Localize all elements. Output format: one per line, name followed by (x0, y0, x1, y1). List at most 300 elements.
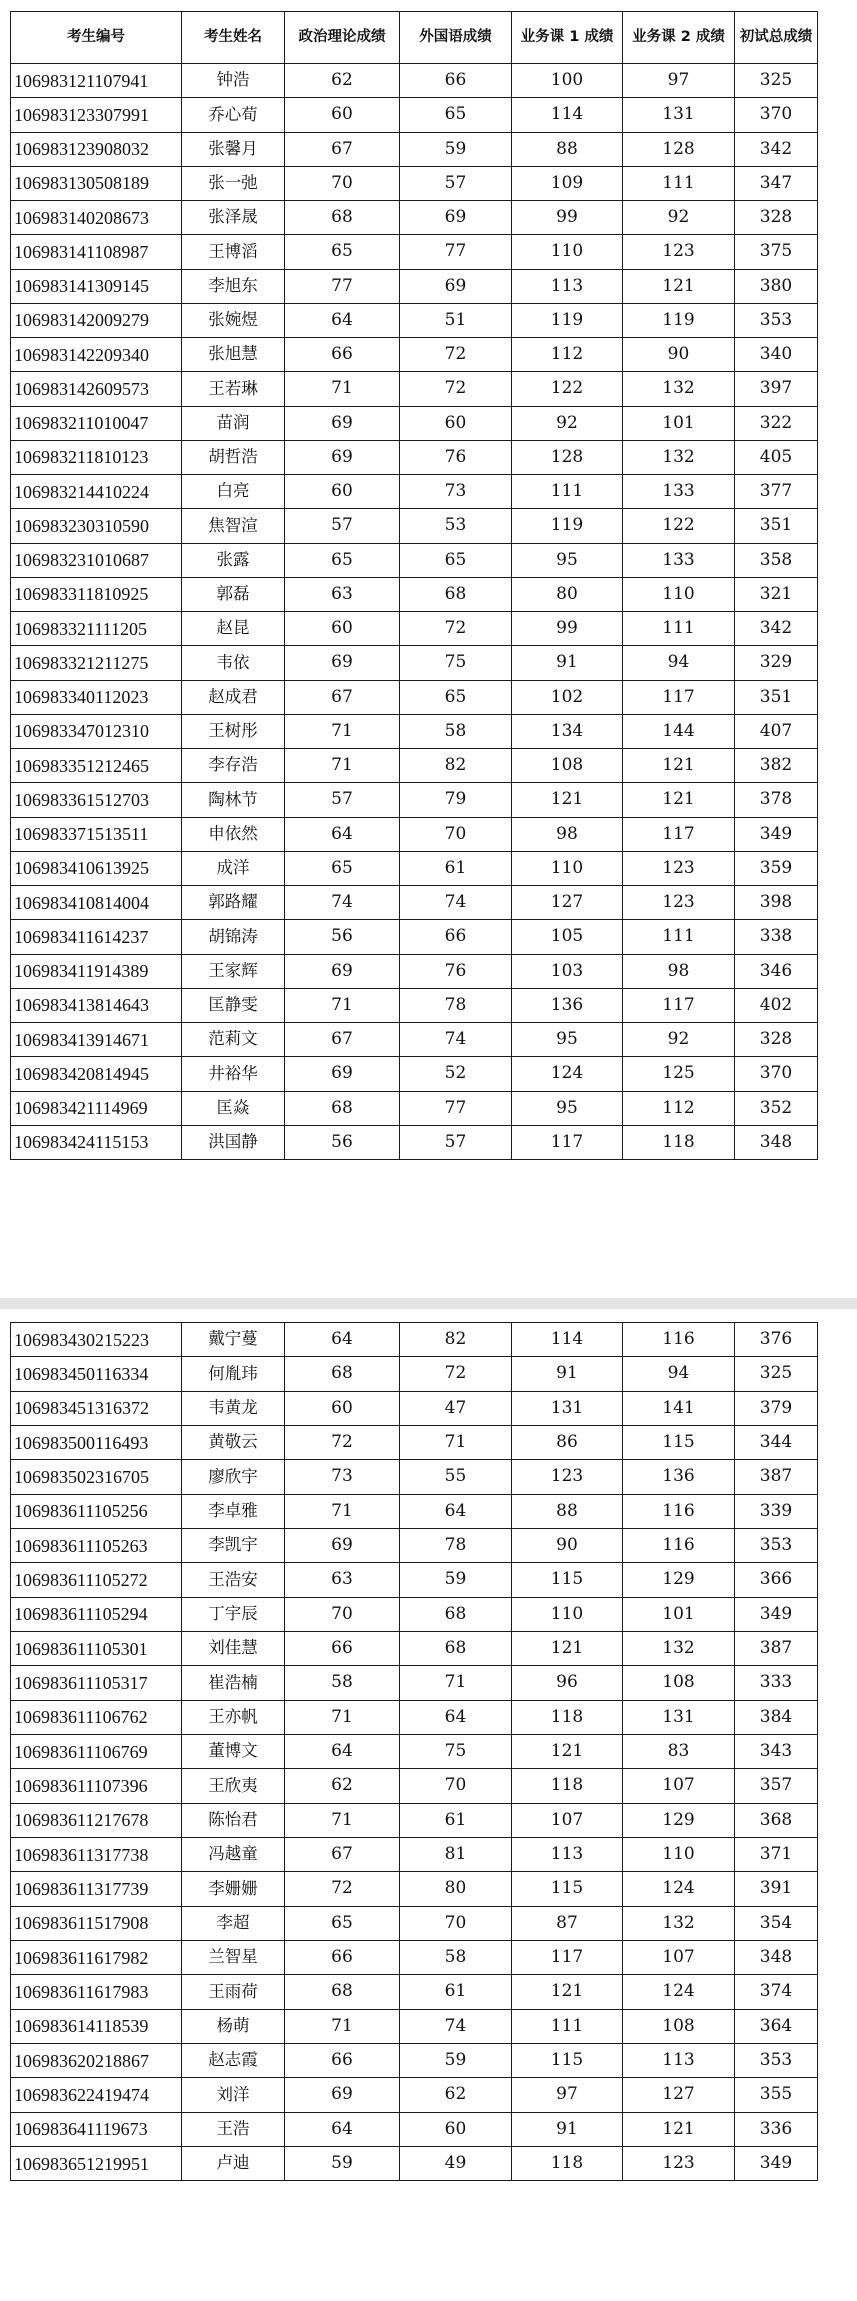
cell-candidate-id: 106983211810123 (11, 440, 182, 474)
cell-foreign-language-score: 78 (400, 1528, 512, 1562)
cell-politics-score: 63 (285, 577, 400, 611)
cell-foreign-language-score: 64 (400, 1700, 512, 1734)
cell-subject-2-score: 121 (623, 783, 735, 817)
cell-candidate-id: 106983611107396 (11, 1769, 182, 1803)
cell-politics-score: 59 (285, 2146, 400, 2180)
cell-subject-2-score: 92 (623, 201, 735, 235)
cell-total-score: 340 (735, 338, 818, 372)
cell-candidate-id: 106983123307991 (11, 98, 182, 132)
table-row (11, 166, 818, 200)
table-row (11, 64, 818, 98)
cell-candidate-id: 106983214410224 (11, 475, 182, 509)
table-row (11, 475, 818, 509)
cell-subject-2-score: 132 (623, 440, 735, 474)
cell-politics-score: 65 (285, 543, 400, 577)
table-row (11, 749, 818, 783)
cell-total-score: 370 (735, 1057, 818, 1091)
cell-foreign-language-score: 75 (400, 1734, 512, 1768)
cell-total-score: 336 (735, 2112, 818, 2146)
cell-candidate-name: 李存浩 (182, 749, 285, 783)
cell-subject-1-score: 121 (512, 1734, 623, 1768)
cell-candidate-id: 106983141309145 (11, 269, 182, 303)
cell-politics-score: 71 (285, 1700, 400, 1734)
cell-subject-1-score: 119 (512, 303, 623, 337)
cell-subject-2-score: 129 (623, 1563, 735, 1597)
header-total-score: 初试总成绩 (735, 12, 818, 64)
cell-subject-2-score: 132 (623, 1906, 735, 1940)
cell-total-score: 349 (735, 2146, 818, 2180)
cell-subject-1-score: 95 (512, 1023, 623, 1057)
cell-subject-2-score: 94 (623, 646, 735, 680)
cell-subject-2-score: 123 (623, 235, 735, 269)
cell-foreign-language-score: 76 (400, 440, 512, 474)
cell-total-score: 355 (735, 2078, 818, 2112)
cell-subject-2-score: 111 (623, 612, 735, 646)
cell-foreign-language-score: 81 (400, 1837, 512, 1871)
cell-candidate-name: 李超 (182, 1906, 285, 1940)
table-row (11, 1563, 818, 1597)
cell-candidate-name: 王家辉 (182, 954, 285, 988)
cell-total-score: 329 (735, 646, 818, 680)
cell-candidate-id: 106983340112023 (11, 680, 182, 714)
cell-subject-1-score: 121 (512, 1975, 623, 2009)
cell-subject-2-score: 108 (623, 1666, 735, 1700)
cell-total-score: 321 (735, 577, 818, 611)
cell-candidate-name: 张旭慧 (182, 338, 285, 372)
cell-subject-2-score: 136 (623, 1460, 735, 1494)
cell-candidate-id: 106983424115153 (11, 1125, 182, 1159)
cell-foreign-language-score: 59 (400, 132, 512, 166)
cell-politics-score: 71 (285, 749, 400, 783)
table-row (11, 1425, 818, 1459)
cell-candidate-id: 106983641119673 (11, 2112, 182, 2146)
cell-subject-1-score: 121 (512, 783, 623, 817)
cell-politics-score: 62 (285, 64, 400, 98)
cell-foreign-language-score: 61 (400, 1803, 512, 1837)
cell-candidate-id: 106983361512703 (11, 783, 182, 817)
cell-politics-score: 67 (285, 1023, 400, 1057)
table-row (11, 1906, 818, 1940)
cell-candidate-id: 106983611617982 (11, 1940, 182, 1974)
cell-candidate-id: 106983420814945 (11, 1057, 182, 1091)
cell-subject-1-score: 115 (512, 1563, 623, 1597)
cell-subject-2-score: 117 (623, 988, 735, 1022)
cell-candidate-id: 106983611105263 (11, 1528, 182, 1562)
cell-total-score: 354 (735, 1906, 818, 1940)
cell-candidate-name: 卢迪 (182, 2146, 285, 2180)
cell-politics-score: 64 (285, 1323, 400, 1357)
cell-politics-score: 69 (285, 1528, 400, 1562)
cell-politics-score: 60 (285, 1391, 400, 1425)
table-row (11, 1803, 818, 1837)
cell-subject-1-score: 103 (512, 954, 623, 988)
cell-politics-score: 67 (285, 1837, 400, 1871)
cell-subject-2-score: 92 (623, 1023, 735, 1057)
cell-total-score: 384 (735, 1700, 818, 1734)
cell-subject-2-score: 101 (623, 1597, 735, 1631)
cell-politics-score: 68 (285, 201, 400, 235)
cell-candidate-name: 韦黄龙 (182, 1391, 285, 1425)
table-row (11, 920, 818, 954)
cell-subject-1-score: 123 (512, 1460, 623, 1494)
cell-candidate-name: 李凯宇 (182, 1528, 285, 1562)
cell-foreign-language-score: 65 (400, 543, 512, 577)
cell-candidate-name: 郭路耀 (182, 886, 285, 920)
cell-total-score: 342 (735, 612, 818, 646)
cell-subject-1-score: 95 (512, 543, 623, 577)
cell-candidate-id: 106983351212465 (11, 749, 182, 783)
cell-subject-1-score: 113 (512, 1837, 623, 1871)
cell-subject-2-score: 116 (623, 1323, 735, 1357)
cell-politics-score: 66 (285, 338, 400, 372)
cell-candidate-id: 106983611217678 (11, 1803, 182, 1837)
cell-subject-1-score: 88 (512, 132, 623, 166)
table-row (11, 817, 818, 851)
cell-subject-2-score: 115 (623, 1425, 735, 1459)
cell-total-score: 346 (735, 954, 818, 988)
cell-total-score: 325 (735, 64, 818, 98)
cell-candidate-name: 李卓雅 (182, 1494, 285, 1528)
cell-total-score: 379 (735, 1391, 818, 1425)
cell-subject-2-score: 144 (623, 714, 735, 748)
cell-candidate-id: 106983413814643 (11, 988, 182, 1022)
header-candidate-name: 考生姓名 (182, 12, 285, 64)
cell-politics-score: 64 (285, 1734, 400, 1768)
cell-candidate-id: 106983123908032 (11, 132, 182, 166)
cell-total-score: 325 (735, 1357, 818, 1391)
table-row (11, 1125, 818, 1159)
table-row (11, 1700, 818, 1734)
cell-foreign-language-score: 71 (400, 1425, 512, 1459)
cell-candidate-id: 106983651219951 (11, 2146, 182, 2180)
cell-subject-1-score: 115 (512, 2043, 623, 2077)
cell-subject-2-score: 119 (623, 303, 735, 337)
cell-candidate-name: 杨萌 (182, 2009, 285, 2043)
cell-candidate-name: 匡焱 (182, 1091, 285, 1125)
cell-politics-score: 72 (285, 1425, 400, 1459)
cell-total-score: 370 (735, 98, 818, 132)
table-row (11, 886, 818, 920)
cell-total-score: 342 (735, 132, 818, 166)
cell-subject-2-score: 122 (623, 509, 735, 543)
cell-subject-1-score: 95 (512, 1091, 623, 1125)
cell-politics-score: 65 (285, 1906, 400, 1940)
cell-candidate-id: 106983611105301 (11, 1631, 182, 1665)
table-row (11, 2146, 818, 2180)
cell-candidate-name: 丁宇辰 (182, 1597, 285, 1631)
cell-candidate-id: 106983611105272 (11, 1563, 182, 1597)
cell-politics-score: 65 (285, 851, 400, 885)
cell-subject-1-score: 124 (512, 1057, 623, 1091)
cell-subject-1-score: 117 (512, 1940, 623, 1974)
cell-foreign-language-score: 49 (400, 2146, 512, 2180)
cell-subject-1-score: 118 (512, 1769, 623, 1803)
cell-total-score: 359 (735, 851, 818, 885)
cell-subject-1-score: 121 (512, 1631, 623, 1665)
cell-candidate-id: 106983413914671 (11, 1023, 182, 1057)
table-header-row (11, 12, 818, 64)
cell-subject-1-score: 96 (512, 1666, 623, 1700)
table-row (11, 1494, 818, 1528)
cell-candidate-id: 106983140208673 (11, 201, 182, 235)
table-row (11, 612, 818, 646)
cell-subject-2-score: 118 (623, 1125, 735, 1159)
cell-foreign-language-score: 47 (400, 1391, 512, 1425)
table-row (11, 269, 818, 303)
cell-subject-2-score: 117 (623, 817, 735, 851)
cell-politics-score: 63 (285, 1563, 400, 1597)
cell-subject-1-score: 114 (512, 98, 623, 132)
cell-politics-score: 67 (285, 132, 400, 166)
cell-foreign-language-score: 71 (400, 1666, 512, 1700)
cell-foreign-language-score: 82 (400, 1323, 512, 1357)
cell-total-score: 349 (735, 817, 818, 851)
cell-total-score: 387 (735, 1631, 818, 1665)
scores-table-page-2 (10, 1322, 818, 2181)
cell-candidate-name: 申依然 (182, 817, 285, 851)
cell-candidate-id: 106983311810925 (11, 577, 182, 611)
cell-politics-score: 64 (285, 303, 400, 337)
table-row (11, 1597, 818, 1631)
table-row (11, 543, 818, 577)
cell-foreign-language-score: 77 (400, 235, 512, 269)
table-row (11, 132, 818, 166)
cell-subject-1-score: 91 (512, 2112, 623, 2146)
table-row (11, 1057, 818, 1091)
cell-politics-score: 60 (285, 612, 400, 646)
cell-candidate-id: 106983611105256 (11, 1494, 182, 1528)
cell-candidate-id: 106983430215223 (11, 1323, 182, 1357)
cell-foreign-language-score: 70 (400, 817, 512, 851)
cell-candidate-id: 106983231010687 (11, 543, 182, 577)
cell-subject-2-score: 123 (623, 2146, 735, 2180)
cell-subject-1-score: 102 (512, 680, 623, 714)
table-row (11, 509, 818, 543)
cell-foreign-language-score: 72 (400, 372, 512, 406)
cell-politics-score: 69 (285, 646, 400, 680)
cell-subject-2-score: 98 (623, 954, 735, 988)
cell-candidate-name: 王雨荷 (182, 1975, 285, 2009)
cell-foreign-language-score: 74 (400, 886, 512, 920)
cell-candidate-name: 张露 (182, 543, 285, 577)
cell-candidate-id: 106983614118539 (11, 2009, 182, 2043)
table-row (11, 1631, 818, 1665)
cell-subject-2-score: 111 (623, 166, 735, 200)
cell-total-score: 328 (735, 1023, 818, 1057)
cell-politics-score: 64 (285, 817, 400, 851)
table-row (11, 98, 818, 132)
cell-subject-1-score: 110 (512, 235, 623, 269)
cell-foreign-language-score: 58 (400, 1940, 512, 1974)
cell-candidate-name: 李姗姗 (182, 1872, 285, 1906)
cell-foreign-language-score: 74 (400, 1023, 512, 1057)
cell-foreign-language-score: 59 (400, 1563, 512, 1597)
cell-subject-2-score: 101 (623, 406, 735, 440)
cell-total-score: 368 (735, 1803, 818, 1837)
cell-foreign-language-score: 68 (400, 1631, 512, 1665)
table-row (11, 1391, 818, 1425)
cell-total-score: 333 (735, 1666, 818, 1700)
cell-candidate-name: 焦智渲 (182, 509, 285, 543)
header-candidate-id: 考生编号 (11, 12, 182, 64)
cell-politics-score: 62 (285, 1769, 400, 1803)
cell-foreign-language-score: 53 (400, 509, 512, 543)
cell-total-score: 364 (735, 2009, 818, 2043)
table-row (11, 1769, 818, 1803)
cell-candidate-id: 106983620218867 (11, 2043, 182, 2077)
cell-candidate-id: 106983451316372 (11, 1391, 182, 1425)
cell-subject-2-score: 117 (623, 680, 735, 714)
cell-foreign-language-score: 66 (400, 920, 512, 954)
table-row (11, 2009, 818, 2043)
cell-foreign-language-score: 73 (400, 475, 512, 509)
cell-politics-score: 74 (285, 886, 400, 920)
cell-total-score: 405 (735, 440, 818, 474)
cell-foreign-language-score: 72 (400, 612, 512, 646)
cell-politics-score: 68 (285, 1357, 400, 1391)
cell-candidate-id: 106983611617983 (11, 1975, 182, 2009)
cell-subject-1-score: 99 (512, 612, 623, 646)
cell-politics-score: 58 (285, 1666, 400, 1700)
cell-total-score: 375 (735, 235, 818, 269)
cell-subject-2-score: 124 (623, 1872, 735, 1906)
cell-total-score: 358 (735, 543, 818, 577)
cell-politics-score: 69 (285, 440, 400, 474)
cell-candidate-name: 王浩安 (182, 1563, 285, 1597)
cell-subject-1-score: 127 (512, 886, 623, 920)
cell-politics-score: 73 (285, 1460, 400, 1494)
cell-subject-2-score: 110 (623, 577, 735, 611)
cell-politics-score: 65 (285, 235, 400, 269)
table-row (11, 1460, 818, 1494)
cell-foreign-language-score: 76 (400, 954, 512, 988)
cell-candidate-name: 洪国静 (182, 1125, 285, 1159)
cell-foreign-language-score: 59 (400, 2043, 512, 2077)
cell-politics-score: 60 (285, 98, 400, 132)
cell-subject-2-score: 127 (623, 2078, 735, 2112)
cell-total-score: 382 (735, 749, 818, 783)
cell-candidate-id: 106983611317739 (11, 1872, 182, 1906)
cell-subject-1-score: 122 (512, 372, 623, 406)
cell-politics-score: 66 (285, 1940, 400, 1974)
cell-subject-1-score: 128 (512, 440, 623, 474)
cell-candidate-name: 黄敬云 (182, 1425, 285, 1459)
table-row (11, 1091, 818, 1125)
cell-subject-2-score: 110 (623, 1837, 735, 1871)
cell-politics-score: 71 (285, 714, 400, 748)
cell-total-score: 380 (735, 269, 818, 303)
cell-politics-score: 60 (285, 475, 400, 509)
cell-foreign-language-score: 61 (400, 851, 512, 885)
table-row (11, 851, 818, 885)
cell-subject-1-score: 117 (512, 1125, 623, 1159)
cell-foreign-language-score: 69 (400, 201, 512, 235)
cell-total-score: 387 (735, 1460, 818, 1494)
cell-candidate-id: 106983611105317 (11, 1666, 182, 1700)
cell-candidate-name: 王树彤 (182, 714, 285, 748)
cell-foreign-language-score: 78 (400, 988, 512, 1022)
cell-total-score: 391 (735, 1872, 818, 1906)
cell-subject-1-score: 109 (512, 166, 623, 200)
table-row (11, 201, 818, 235)
cell-total-score: 322 (735, 406, 818, 440)
cell-candidate-name: 赵成君 (182, 680, 285, 714)
cell-subject-1-score: 92 (512, 406, 623, 440)
cell-foreign-language-score: 80 (400, 1872, 512, 1906)
cell-candidate-name: 张馨月 (182, 132, 285, 166)
header-subject-1-score: 业务课 1 成绩 (512, 12, 623, 64)
cell-candidate-name: 成洋 (182, 851, 285, 885)
cell-politics-score: 57 (285, 783, 400, 817)
cell-total-score: 348 (735, 1940, 818, 1974)
cell-subject-2-score: 97 (623, 64, 735, 98)
cell-candidate-name: 崔浩楠 (182, 1666, 285, 1700)
cell-politics-score: 57 (285, 509, 400, 543)
cell-foreign-language-score: 65 (400, 98, 512, 132)
cell-foreign-language-score: 62 (400, 2078, 512, 2112)
cell-subject-1-score: 105 (512, 920, 623, 954)
cell-subject-2-score: 112 (623, 1091, 735, 1125)
cell-total-score: 407 (735, 714, 818, 748)
cell-subject-1-score: 86 (512, 1425, 623, 1459)
cell-total-score: 344 (735, 1425, 818, 1459)
cell-foreign-language-score: 65 (400, 680, 512, 714)
cell-candidate-id: 106983611106769 (11, 1734, 182, 1768)
cell-total-score: 347 (735, 166, 818, 200)
cell-subject-2-score: 121 (623, 2112, 735, 2146)
cell-total-score: 339 (735, 1494, 818, 1528)
cell-total-score: 366 (735, 1563, 818, 1597)
header-foreign-language-score: 外国语成绩 (400, 12, 512, 64)
cell-candidate-id: 106983321211275 (11, 646, 182, 680)
cell-candidate-id: 106983142209340 (11, 338, 182, 372)
cell-politics-score: 71 (285, 2009, 400, 2043)
cell-candidate-id: 106983371513511 (11, 817, 182, 851)
cell-candidate-id: 106983611317738 (11, 1837, 182, 1871)
cell-subject-2-score: 141 (623, 1391, 735, 1425)
cell-candidate-name: 张泽晟 (182, 201, 285, 235)
cell-subject-2-score: 90 (623, 338, 735, 372)
cell-subject-1-score: 134 (512, 714, 623, 748)
cell-candidate-name: 王博滔 (182, 235, 285, 269)
cell-foreign-language-score: 68 (400, 1597, 512, 1631)
cell-candidate-name: 王亦帆 (182, 1700, 285, 1734)
table-row (11, 577, 818, 611)
table-row (11, 2078, 818, 2112)
cell-candidate-id: 106983502316705 (11, 1460, 182, 1494)
cell-total-score: 402 (735, 988, 818, 1022)
table-row (11, 1872, 818, 1906)
cell-foreign-language-score: 70 (400, 1906, 512, 1940)
document-page-2 (0, 1309, 857, 2301)
cell-total-score: 374 (735, 1975, 818, 2009)
cell-politics-score: 77 (285, 269, 400, 303)
cell-candidate-name: 董博文 (182, 1734, 285, 1768)
cell-foreign-language-score: 79 (400, 783, 512, 817)
cell-subject-2-score: 116 (623, 1528, 735, 1562)
cell-politics-score: 68 (285, 1091, 400, 1125)
table-row (11, 680, 818, 714)
cell-politics-score: 66 (285, 1631, 400, 1665)
cell-candidate-id: 106983622419474 (11, 2078, 182, 2112)
cell-foreign-language-score: 74 (400, 2009, 512, 2043)
cell-foreign-language-score: 69 (400, 269, 512, 303)
cell-subject-1-score: 112 (512, 338, 623, 372)
cell-total-score: 351 (735, 680, 818, 714)
table-row (11, 646, 818, 680)
cell-politics-score: 71 (285, 1803, 400, 1837)
table-row (11, 235, 818, 269)
